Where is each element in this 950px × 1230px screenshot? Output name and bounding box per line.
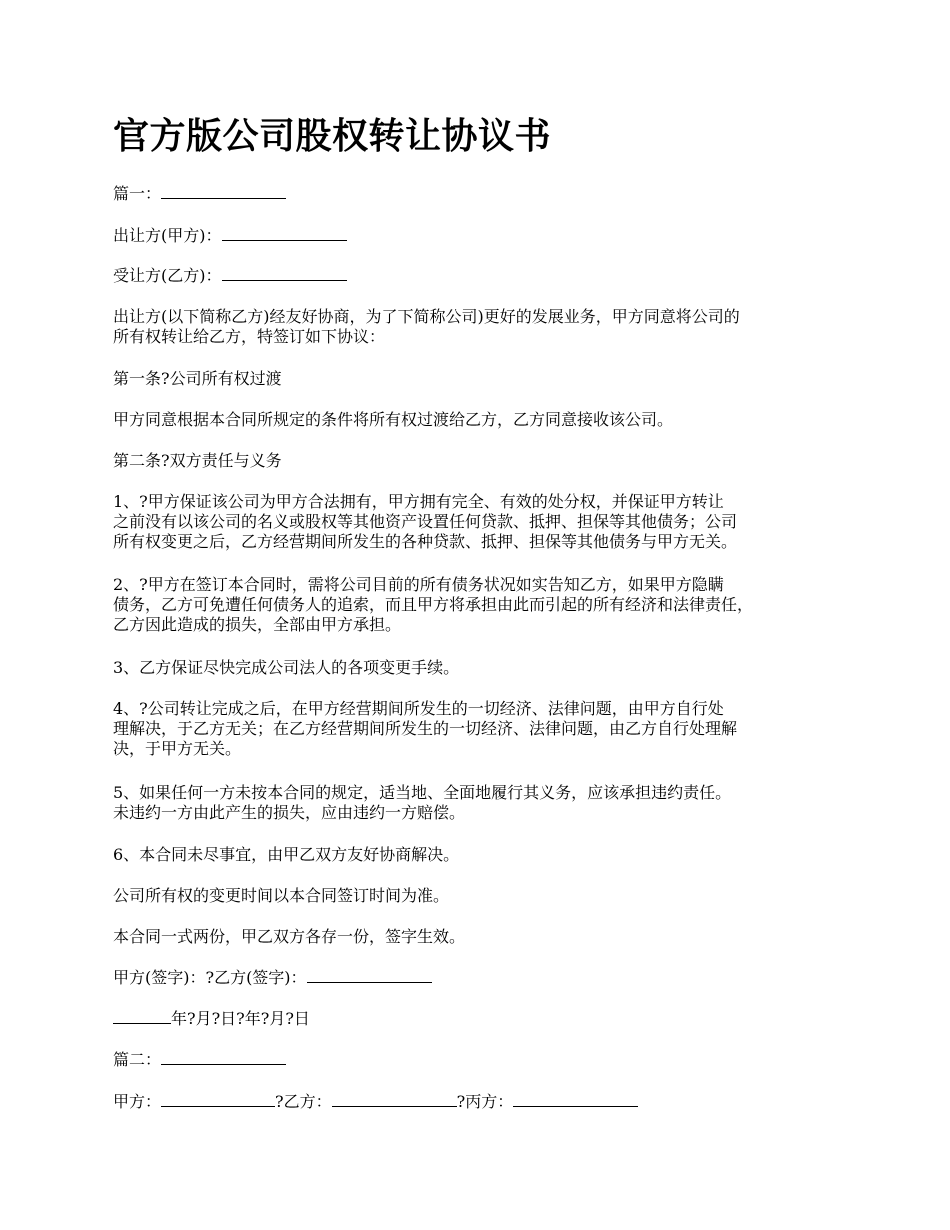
transferee-line — [113, 266, 848, 286]
intro-line: 出让方(以下简称乙方)经友好协商，为了下简称公司)更好的发展业务，甲方同意将公司的 — [113, 307, 740, 326]
clause-5 — [113, 783, 848, 823]
date-blank — [113, 1009, 171, 1024]
party-c-blank — [513, 1092, 638, 1107]
part2-blank — [161, 1050, 286, 1065]
clause-3: 3、乙方保证尽快完成公司法人的各项变更手续。 — [113, 658, 460, 677]
clause-1-line: 1、?甲方保证该公司为甲方合法拥有，甲方拥有完全、有效的处分权，并保证甲方转让 — [113, 492, 724, 511]
transferor-label: 出让方(甲方)： — [113, 226, 222, 245]
document-title: 官方版公司股权转让协议书 — [113, 116, 552, 157]
clause-4-line: 决，于甲方无关。 — [113, 739, 242, 758]
part2-heading — [113, 1050, 848, 1070]
party-c-label: ?丙方： — [456, 1092, 514, 1111]
article1-text: 甲方同意根据本合同所规定的条件将所有权过渡给乙方，乙方同意接收该公司。 — [113, 410, 674, 429]
transferor-line — [113, 226, 848, 246]
clause-5-line: 未违约一方由此产生的损失，应由违约一方赔偿。 — [113, 803, 466, 822]
part1-blank — [161, 184, 286, 199]
signature-blank — [307, 968, 432, 983]
clause-1 — [113, 492, 848, 552]
party-b-blank — [332, 1092, 457, 1107]
date-line — [113, 1009, 848, 1029]
transferee-label: 受让方(乙方)： — [113, 266, 222, 285]
party-a-label: 甲方： — [113, 1092, 162, 1111]
clause-6: 6、本合同未尽事宜，由甲乙双方友好协商解决。 — [113, 845, 460, 864]
clause-2-line: 债务，乙方可免遭任何债务人的追索，而且甲方将承担由此而引起的所有经济和法律责任， — [113, 595, 754, 614]
clause-4 — [113, 699, 848, 759]
ownership-time: 公司所有权的变更时间以本合同签订时间为准。 — [113, 886, 450, 905]
clause-4-line: 4、?公司转让完成之后，在甲方经营期间所发生的一切经济、法律问题，由甲方自行处 — [113, 699, 724, 718]
part1-heading — [113, 184, 848, 204]
clause-5-line: 5、如果任何一方未按本合同的规定，适当地、全面地履行其义务，应该承担违约责任。 — [113, 783, 732, 802]
clause-2-line: 乙方因此造成的损失，全部由甲方承担。 — [113, 615, 402, 634]
clause-2-line: 2、?甲方在签订本合同时，需将公司目前的所有债务状况如实告知乙方，如果甲方隐瞒 — [113, 575, 724, 594]
part1-label: 篇一： — [113, 184, 162, 203]
transferee-blank — [222, 266, 347, 281]
date-text: 年?月?日?年?月?日 — [171, 1009, 310, 1028]
intro-paragraph — [113, 307, 848, 347]
parties-line — [113, 1092, 848, 1112]
part2-label: 篇二： — [113, 1050, 162, 1069]
article2-title: 第二条?双方责任与义务 — [113, 451, 282, 470]
clause-1-line: 之前没有以该公司的名义或股权等其他资产设置任何贷款、抵押、担保等其他债务；公司 — [113, 512, 738, 531]
clause-4-line: 理解决，于乙方无关；在乙方经营期间所发生的一切经济、法律问题，由乙方自行处理解 — [113, 719, 738, 738]
transferor-blank — [222, 226, 347, 241]
clause-2 — [113, 575, 848, 635]
signature-line — [113, 968, 848, 988]
copies-statement: 本合同一式两份，甲乙双方各存一份，签字生效。 — [113, 927, 466, 946]
party-b-label: ?乙方： — [275, 1092, 332, 1111]
party-a-blank — [161, 1092, 275, 1107]
signature-label: 甲方(签字)：?乙方(签字)： — [113, 968, 307, 987]
article1-title: 第一条?公司所有权过渡 — [113, 369, 282, 388]
clause-1-line: 所有权变更之后，乙方经营期间所发生的各种贷款、抵押、担保等其他债务与甲方无关。 — [113, 532, 738, 551]
intro-line: 所有权转让给乙方，特签订如下协议： — [113, 327, 386, 346]
